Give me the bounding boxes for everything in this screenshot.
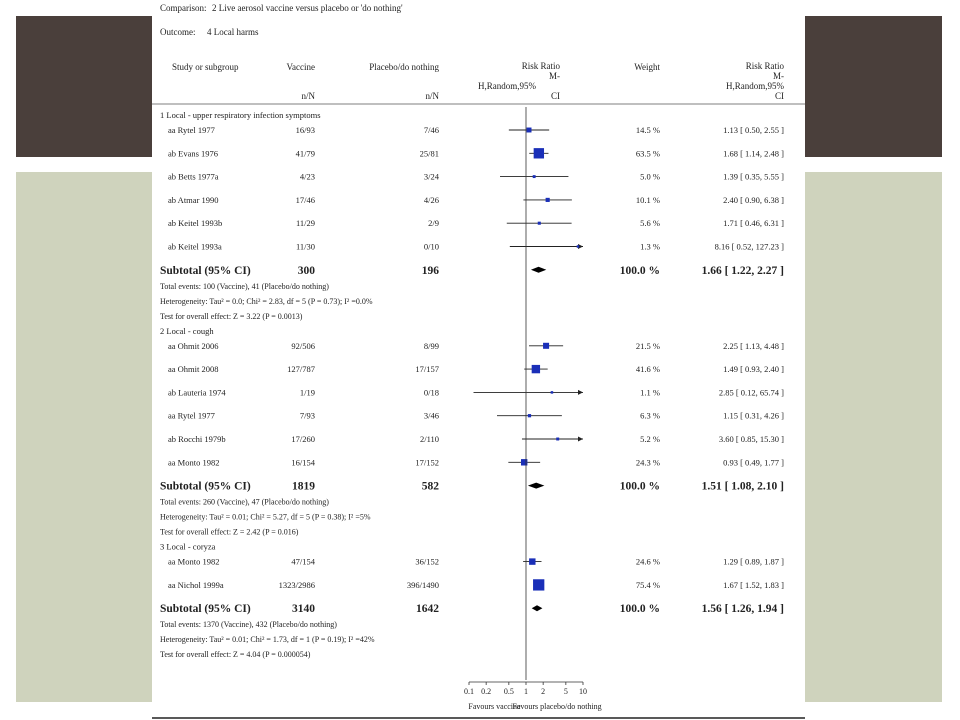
subtotal-weight: 100.0 %	[619, 264, 660, 277]
subtotal-label: Subtotal (95% CI)	[160, 480, 251, 493]
background-sage-panel-left	[16, 172, 152, 702]
study-vaccine-count: 47/154	[291, 556, 315, 567]
background-dark-panel-right	[805, 16, 942, 157]
study-ci-label: 2.25 [ 1.13, 4.48 ]	[723, 340, 784, 351]
x-axis-tick-label: 2	[541, 687, 546, 696]
x-axis-tick-label: 0.1	[464, 687, 474, 696]
column-header-rr-plot-line: CI	[551, 91, 560, 101]
study-ci-label: 1.39 [ 0.35, 5.55 ]	[723, 171, 784, 182]
effect-marker	[538, 222, 541, 225]
summary-note: Test for overall effect: Z = 2.42 (P = 0.016)	[160, 527, 299, 537]
study-vaccine-count: 16/93	[295, 125, 315, 135]
subtotal-placebo: 1642	[416, 603, 439, 616]
study-vaccine-count: 41/79	[295, 148, 315, 159]
column-header-rr-text-line: H,Random,95%	[726, 81, 784, 91]
study-ci-label: 1.13 [ 0.50, 2.55 ]	[723, 125, 784, 135]
study-ci-label: 2.85 [ 0.12, 65.74 ]	[718, 387, 784, 398]
summary-note: Test for overall effect: Z = 4.04 (P = 0.000054)	[160, 650, 311, 660]
study-ci-label: 3.60 [ 0.85, 15.30 ]	[718, 434, 784, 444]
background-dark-panel-left	[16, 16, 152, 157]
subtotal-label: Subtotal (95% CI)	[160, 603, 251, 616]
summary-note: Test for overall effect: Z = 3.22 (P = 0.0013)	[160, 311, 303, 321]
subtotal-vaccine: 1819	[292, 480, 315, 493]
column-header-rr-plot-line: M-	[549, 71, 560, 81]
study-name: aa Nichol 1999a	[168, 579, 224, 590]
study-ci-label: 1.15 [ 0.31, 4.26 ]	[723, 410, 784, 421]
effect-marker	[577, 245, 580, 248]
study-ci-label: 2.40 [ 0.90, 6.38 ]	[723, 194, 784, 205]
subtotal-ci-label: 1.66 [ 1.22, 2.27 ]	[701, 264, 784, 277]
group-title: 2 Local - cough	[160, 325, 214, 336]
subtotal-label: Subtotal (95% CI)	[160, 264, 251, 277]
summary-note: Heterogeneity: Tau² = 0.01; Chi² = 1.73, df = 1 (P = 0.19); I² =42%	[160, 635, 375, 645]
study-ci-label: 0.93 [ 0.49, 1.77 ]	[723, 457, 784, 468]
comparison-label: Comparison:	[160, 3, 207, 13]
effect-marker	[527, 128, 532, 133]
effect-marker	[543, 343, 549, 349]
study-placebo-count: 17/152	[415, 457, 439, 468]
subtotal-placebo: 582	[421, 480, 439, 493]
study-name: aa Rytel 1977	[168, 125, 215, 135]
favours-placebo-label: Favours placebo/do nothing	[512, 702, 602, 711]
effect-marker	[546, 198, 550, 202]
study-placebo-count: 17/157	[415, 364, 439, 375]
study-weight: 10.1 %	[635, 194, 660, 205]
x-axis-tick-label: 0.5	[503, 687, 514, 696]
study-placebo-count: 2/9	[428, 218, 439, 229]
study-ci-label: 1.68 [ 1.14, 2.48 ]	[723, 148, 784, 159]
effect-marker	[556, 438, 559, 441]
column-header-rr-plot-line: H,Random,95%	[478, 81, 536, 91]
column-header-rr-text-line: M-	[773, 71, 784, 81]
study-placebo-count: 0/18	[423, 387, 439, 398]
effect-marker	[521, 459, 527, 465]
column-header-rr-text-line: CI	[775, 91, 784, 101]
summary-note: Total events: 1370 (Vaccine), 432 (Placebo/do nothing)	[160, 620, 337, 630]
study-name: ab Lauteria 1974	[168, 387, 226, 398]
subtotal-weight: 100.0 %	[619, 480, 660, 493]
subtotal-diamond	[531, 267, 546, 273]
study-vaccine-count: 1/19	[299, 387, 315, 398]
column-header-study: Study or subgroup	[172, 62, 239, 72]
study-name: aa Ohmit 2008	[168, 364, 219, 375]
summary-note: Heterogeneity: Tau² = 0.01; Chi² = 5.27, df = 5 (P = 0.38); I² =5%	[160, 512, 371, 522]
subtotal-diamond	[528, 483, 544, 489]
study-name: aa Ohmit 2006	[168, 340, 219, 351]
forest-plot-panel	[152, 0, 805, 720]
column-header-vaccine-unit: n/N	[301, 91, 315, 101]
x-axis-tick-label: 5	[563, 687, 568, 696]
summary-note: Total events: 100 (Vaccine), 41 (Placebo/do nothing)	[160, 281, 329, 291]
group-title: 1 Local - upper respiratory infection symptoms	[160, 110, 321, 120]
study-vaccine-count: 11/30	[295, 241, 315, 252]
study-weight: 14.5 %	[635, 125, 660, 135]
study-vaccine-count: 4/23	[299, 171, 315, 182]
study-vaccine-count: 1323/2986	[278, 579, 315, 590]
subtotal-vaccine: 300	[297, 264, 315, 277]
study-placebo-count: 36/152	[415, 556, 439, 567]
study-vaccine-count: 16/154	[291, 457, 315, 468]
study-ci-label: 1.29 [ 0.89, 1.87 ]	[723, 556, 784, 567]
comparison-value: 2 Live aerosol vaccine versus placebo or 'do nothing'	[212, 3, 403, 13]
subtotal-placebo: 196	[421, 264, 439, 277]
study-weight: 24.6 %	[635, 556, 660, 567]
column-header-rr-plot-line: Risk Ratio	[521, 61, 560, 71]
ci-arrow	[578, 390, 583, 395]
effect-marker	[529, 558, 535, 564]
study-placebo-count: 0/10	[423, 241, 439, 252]
study-name: aa Rytel 1977	[168, 410, 215, 421]
study-ci-label: 8.16 [ 0.52, 127.23 ]	[714, 241, 784, 252]
subtotal-ci-label: 1.56 [ 1.26, 1.94 ]	[701, 603, 784, 616]
subtotal-diamond	[532, 605, 543, 611]
outcome-value: 4 Local harms	[207, 27, 259, 37]
study-ci-label: 1.71 [ 0.46, 6.31 ]	[723, 218, 784, 229]
summary-note: Heterogeneity: Tau² = 0.0; Chi² = 2.83, df = 5 (P = 0.73); I² =0.0%	[160, 296, 373, 306]
study-name: ab Keitel 1993b	[168, 218, 223, 229]
study-placebo-count: 2/110	[419, 434, 439, 444]
study-name: aa Monto 1982	[168, 457, 220, 468]
study-placebo-count: 4/26	[423, 194, 439, 205]
subtotal-weight: 100.0 %	[619, 603, 660, 616]
study-weight: 6.3 %	[640, 410, 660, 421]
x-axis-tick-label: 1	[524, 687, 528, 696]
study-weight: 1.1 %	[640, 387, 660, 398]
column-header-placebo-unit: n/N	[425, 91, 439, 101]
study-weight: 1.3 %	[640, 241, 660, 252]
column-header-vaccine: Vaccine	[286, 62, 315, 72]
study-placebo-count: 8/99	[423, 340, 439, 351]
favours-vaccine-label: Favours vaccine	[468, 702, 521, 711]
effect-marker	[528, 414, 531, 417]
study-weight: 5.0 %	[640, 171, 660, 182]
study-placebo-count: 25/81	[419, 148, 439, 159]
effect-marker	[551, 391, 554, 394]
column-header-rr-text-line: Risk Ratio	[745, 61, 784, 71]
effect-marker	[532, 365, 540, 373]
study-weight: 5.2 %	[640, 434, 660, 444]
study-weight: 21.5 %	[635, 340, 660, 351]
study-weight: 63.5 %	[635, 148, 660, 159]
study-vaccine-count: 92/506	[291, 340, 315, 351]
study-vaccine-count: 11/29	[295, 218, 315, 229]
column-header-placebo: Placebo/do nothing	[369, 62, 439, 72]
study-name: ab Rocchi 1979b	[168, 434, 226, 444]
study-name: ab Atmar 1990	[168, 194, 219, 205]
study-placebo-count: 7/46	[423, 125, 439, 135]
outcome-label: Outcome:	[160, 27, 196, 37]
study-vaccine-count: 17/46	[295, 194, 315, 205]
study-placebo-count: 3/24	[423, 171, 439, 182]
study-placebo-count: 396/1490	[406, 579, 439, 590]
summary-note: Total events: 260 (Vaccine), 47 (Placebo/do nothing)	[160, 497, 329, 507]
study-name: ab Keitel 1993a	[168, 241, 222, 252]
study-name: ab Betts 1977a	[168, 171, 219, 182]
study-weight: 5.6 %	[640, 218, 660, 229]
effect-marker	[533, 175, 536, 178]
study-name: aa Monto 1982	[168, 556, 220, 567]
background-sage-panel-right	[805, 172, 942, 702]
x-axis-tick-label: 10	[579, 687, 587, 696]
study-ci-label: 1.67 [ 1.52, 1.83 ]	[723, 579, 784, 590]
study-ci-label: 1.49 [ 0.93, 2.40 ]	[723, 364, 784, 375]
ci-arrow	[578, 437, 583, 442]
study-name: ab Evans 1976	[168, 148, 219, 159]
effect-marker	[534, 148, 544, 158]
study-weight: 24.3 %	[635, 457, 660, 468]
group-title: 3 Local - coryza	[160, 541, 216, 552]
column-header-weight: Weight	[634, 62, 660, 72]
study-vaccine-count: 17/260	[291, 434, 315, 444]
study-vaccine-count: 127/787	[287, 364, 315, 375]
forest-plot-svg	[152, 0, 805, 720]
subtotal-vaccine: 3140	[292, 603, 315, 616]
study-weight: 41.6 %	[635, 364, 660, 375]
effect-marker	[533, 579, 544, 590]
subtotal-ci-label: 1.51 [ 1.08, 2.10 ]	[701, 480, 784, 493]
study-vaccine-count: 7/93	[299, 410, 315, 421]
study-weight: 75.4 %	[635, 579, 660, 590]
study-placebo-count: 3/46	[423, 410, 439, 421]
x-axis-tick-label: 0.2	[481, 687, 492, 696]
